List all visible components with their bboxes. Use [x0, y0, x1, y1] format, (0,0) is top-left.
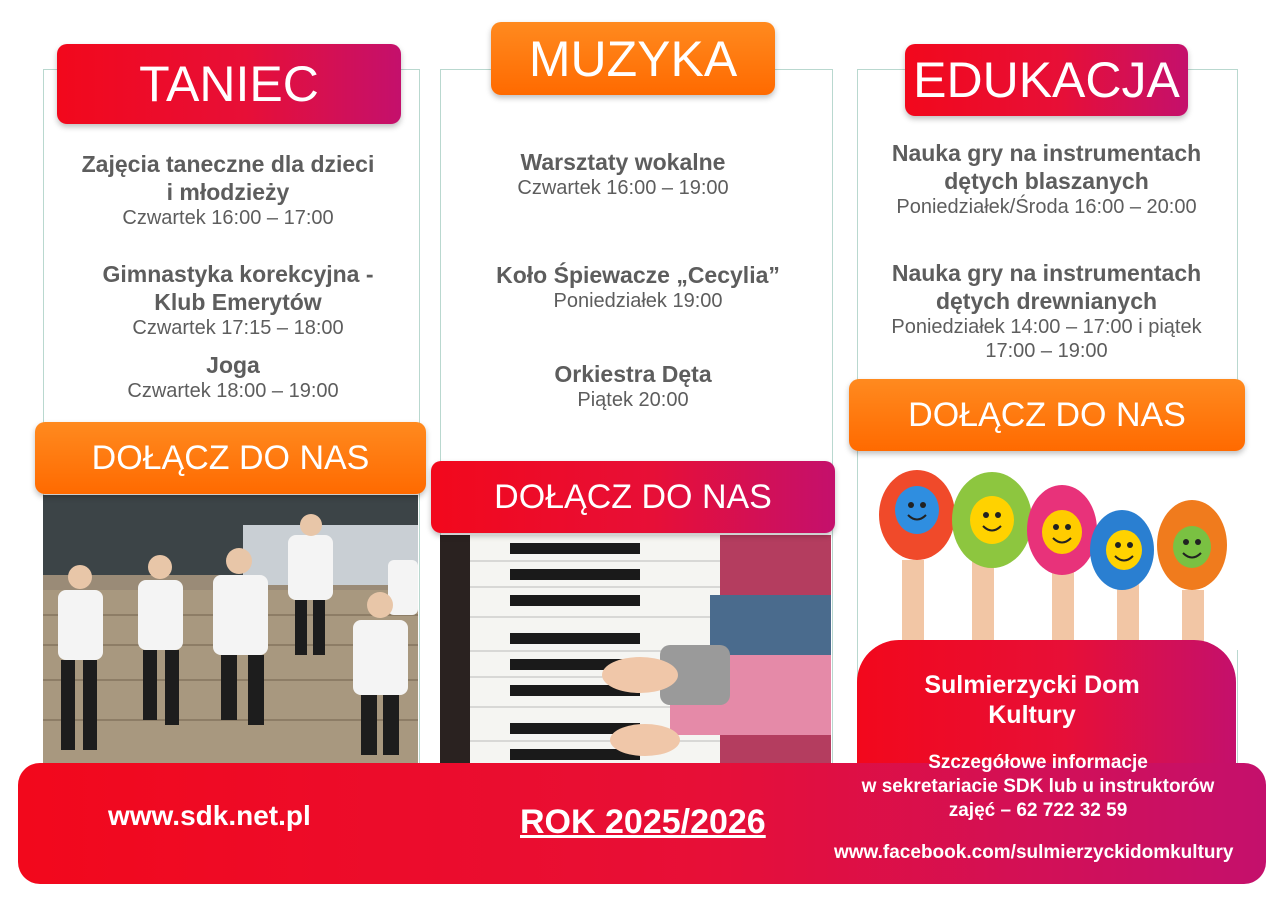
item-title-line2: i młodzieży	[166, 179, 290, 205]
item-title: Nauka gry na instrumentach	[891, 260, 1202, 286]
edukacja-title: EDUKACJA	[905, 44, 1188, 116]
sdk-name	[857, 670, 1207, 730]
sdk-name-line2: Kultury	[988, 701, 1076, 729]
edukacja-item	[857, 259, 1236, 363]
contact-info-line2: w sekretariacie SDK lub u instruktorów	[861, 776, 1215, 797]
edukacja-item	[857, 139, 1236, 219]
sdk-name-line1: Sulmierzycki Dom	[924, 671, 1140, 699]
item-schedule: Czwartek 17:15 – 18:00	[132, 317, 344, 339]
piano-photo	[440, 535, 831, 765]
contact-info-line1: Szczegółowe informacje	[928, 752, 1148, 773]
item-schedule: Poniedziałek/Środa 16:00 – 20:00	[896, 196, 1197, 218]
taniec-item	[53, 260, 423, 340]
muzyka-item	[440, 360, 826, 412]
item-schedule: Piątek 20:00	[577, 389, 689, 411]
muzyka-title: MUZYKA	[491, 22, 775, 95]
join-button-taniec: DOŁĄCZ DO NAS	[35, 422, 426, 494]
taniec-item	[48, 351, 418, 403]
season-year: ROK 2025/2026	[520, 803, 766, 841]
website-link[interactable]: www.sdk.net.pl	[108, 800, 311, 831]
item-title: Orkiestra Dęta	[554, 361, 712, 387]
join-button-edukacja: DOŁĄCZ DO NAS	[849, 379, 1245, 451]
join-button-muzyka: DOŁĄCZ DO NAS	[431, 461, 835, 533]
painted-hands-photo	[862, 450, 1245, 650]
contact-info-line3: zajęć – 62 722 32 59	[948, 800, 1128, 821]
item-title: Nauka gry na instrumentach	[891, 140, 1202, 166]
item-title: Koło Śpiewacze „Cecylia”	[496, 262, 780, 288]
dance-photo	[43, 495, 418, 765]
item-schedule: Poniedziałek 14:00 – 17:00 i piątek	[891, 316, 1202, 338]
item-title: Joga	[206, 352, 260, 378]
muzyka-item	[440, 261, 836, 313]
item-schedule-line2: 17:00 – 19:00	[985, 340, 1108, 362]
item-schedule: Czwartek 16:00 – 17:00	[122, 207, 334, 229]
item-schedule: Czwartek 16:00 – 19:00	[517, 177, 729, 199]
item-title: Gimnastyka korekcyjna -	[102, 261, 374, 287]
facebook-link[interactable]: www.facebook.com/sulmierzyckidomkultury	[834, 842, 1234, 863]
taniec-title: TANIEC	[57, 44, 401, 124]
item-title: Zajęcia taneczne dla dzieci	[81, 151, 375, 177]
item-schedule: Czwartek 18:00 – 19:00	[127, 380, 339, 402]
item-title-line2: dętych blaszanych	[944, 168, 1149, 194]
item-title: Warsztaty wokalne	[520, 149, 726, 175]
contact-info	[832, 751, 1244, 823]
item-title-line2: dętych drewnianych	[935, 288, 1158, 314]
muzyka-item	[440, 148, 806, 200]
item-title-line2: Klub Emerytów	[154, 289, 322, 315]
item-schedule: Poniedziałek 19:00	[553, 290, 723, 312]
taniec-item	[43, 150, 413, 230]
